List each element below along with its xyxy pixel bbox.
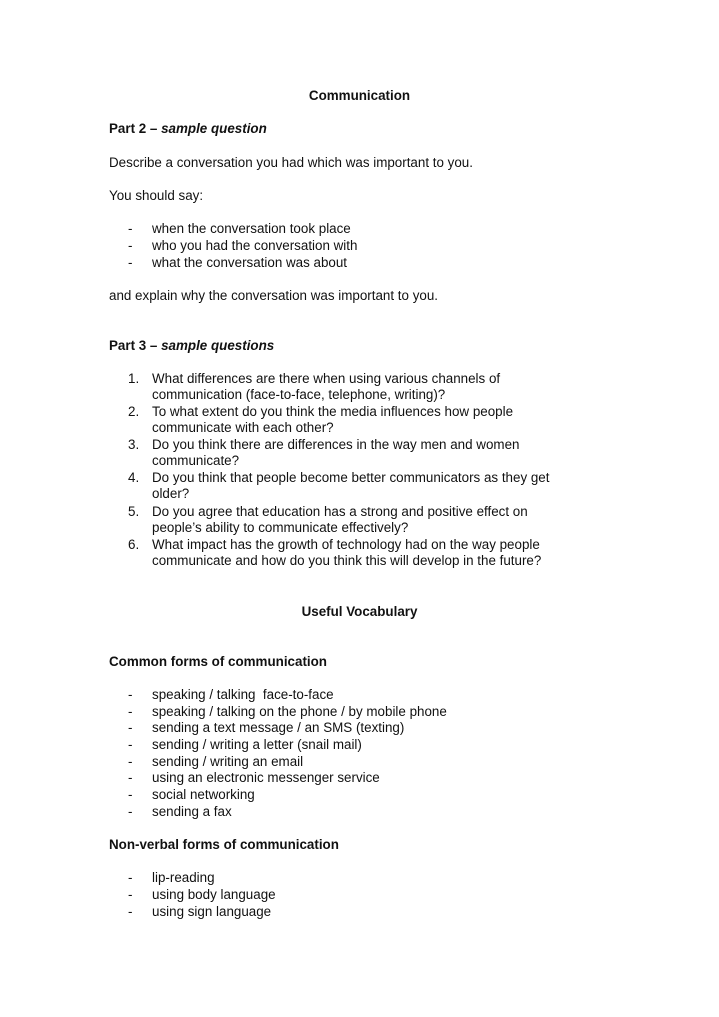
question-number: 4. [128,470,140,485]
question-line: To what extent do you think the media influences how people [152,404,514,419]
bullet-dash: - [128,704,133,719]
common-form-item: sending / writing an email [152,754,304,769]
part2-heading-italic: sample question [161,121,267,136]
part3-heading [109,338,274,355]
part2-bullet: what the conversation was about [152,255,348,270]
question-line: communicate with each other? [152,420,334,435]
bullet-dash: - [128,887,133,902]
question-line: Do you think that people become better communicators as they get [152,470,550,485]
document-title: Communication [308,88,411,103]
bullet-dash: - [128,870,133,885]
part2-prompt: Describe a conversation you had which was important to you. [109,155,473,170]
common-form-item: sending a fax [152,804,232,819]
question-line: What differences are there when using various channels of [152,371,501,386]
common-form-item: sending / writing a letter (snail mail) [152,737,362,752]
nonverbal-form-item: using body language [152,887,276,902]
part2-you-should-say: You should say: [109,188,204,203]
common-form-item: speaking / talking face-to-face [152,687,334,702]
question-line: people’s ability to communicate effectively? [152,520,409,535]
common-forms-heading: Common forms of communication [109,654,327,669]
part3-heading-prefix: Part 3 – [109,338,162,353]
nonverbal-form-item: using sign language [152,904,272,919]
part2-heading [109,121,267,138]
common-form-item: sending a text message / an SMS (texting) [152,720,405,735]
question-number: 1. [128,371,140,386]
bullet-dash: - [128,238,133,253]
bullet-dash: - [128,737,133,752]
bullet-dash: - [128,904,133,919]
part2-bullet: when the conversation took place [152,221,351,236]
question-number: 3. [128,437,140,452]
bullet-dash: - [128,720,133,735]
question-number: 5. [128,504,140,519]
common-form-item: using an electronic messenger service [152,770,380,785]
bullet-dash: - [128,787,133,802]
common-form-item: speaking / talking on the phone / by mobile phone [152,704,447,719]
bullet-dash: - [128,255,133,270]
vocabulary-title: Useful Vocabulary [301,604,418,619]
bullet-dash: - [128,770,133,785]
question-line: Do you think there are differences in the way men and women [152,437,520,452]
bullet-dash: - [128,804,133,819]
part2-bullet: who you had the conversation with [152,238,358,253]
question-line: What impact has the growth of technology had on the way people [152,537,540,552]
question-number: 6. [128,537,140,552]
bullet-dash: - [128,754,133,769]
question-line: communication (face-to-face, telephone, writing)? [152,387,446,402]
nonverbal-form-item: lip-reading [152,870,215,885]
part3-heading-italic: sample questions [161,338,275,353]
question-line: older? [152,486,190,501]
part2-closing: and explain why the conversation was important to you. [109,288,438,303]
common-form-item: social networking [152,787,255,802]
question-line: communicate and how do you think this will develop in the future? [152,553,542,568]
bullet-dash: - [128,687,133,702]
question-line: communicate? [152,453,240,468]
part2-heading-prefix: Part 2 – [109,121,162,136]
bullet-dash: - [128,221,133,236]
nonverbal-forms-heading: Non-verbal forms of communication [109,837,339,852]
question-line: Do you agree that education has a strong and positive effect on [152,504,528,519]
question-number: 2. [128,404,140,419]
